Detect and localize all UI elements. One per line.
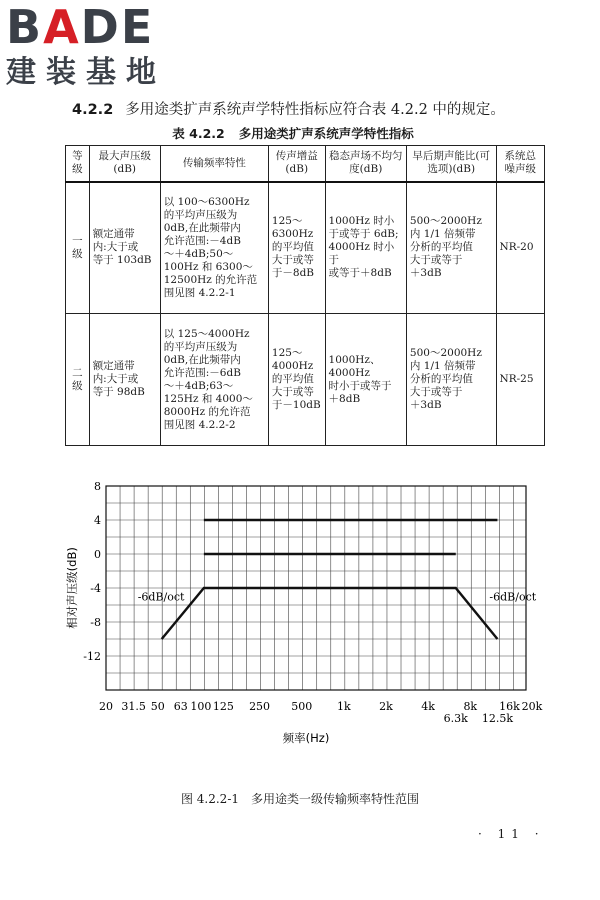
- cell-line: 允许范围:－4dB: [163, 234, 241, 247]
- table-row: [66, 182, 545, 314]
- cell-line: ＋3dB: [409, 399, 442, 411]
- cell-line: 额定通带: [92, 360, 135, 372]
- cell-line: 等于 103dB: [92, 254, 152, 267]
- y-tick-label: -8: [90, 616, 101, 629]
- x-tick-label: 6.3k: [443, 712, 468, 725]
- cell-line: 分析的平均值: [409, 241, 473, 254]
- y-axis-label: 相对声压级(dB): [65, 547, 79, 629]
- slope-annotation: -6dB/oct: [137, 590, 185, 604]
- cell-line: 时小于或等于: [328, 379, 392, 392]
- header-energy-ratio: 早后期声能比(可选项)(dB): [406, 146, 496, 182]
- cell-uniformity: [325, 314, 406, 446]
- cell-line: 内:大于或: [92, 373, 139, 385]
- table-header-row: [66, 146, 545, 182]
- table-caption: 多用途类扩声系统声学特性指标: [238, 126, 414, 141]
- cell-line: 大于或等: [271, 386, 314, 398]
- cell-line: 于－8dB: [271, 267, 315, 280]
- slope-annotation: -6dB/oct: [489, 590, 537, 604]
- y-tick-label: -4: [90, 582, 101, 595]
- header-gain: 传声增益(dB): [268, 146, 325, 182]
- x-tick-label: 20k: [521, 700, 543, 713]
- x-tick-label: 63: [173, 700, 188, 713]
- cell-line: 于或等于 6dB;: [328, 228, 399, 241]
- cell-gain: [268, 182, 325, 314]
- cell-line: 分析的平均值: [409, 373, 473, 385]
- cell-gain: [268, 314, 325, 446]
- cell-line: 围见图 4.2.2-2: [163, 418, 236, 431]
- y-tick-label: 0: [94, 548, 101, 561]
- spec-table: [65, 145, 545, 446]
- table-row: [66, 314, 545, 446]
- y-tick-label: 8: [94, 480, 101, 493]
- cell-freq: [160, 314, 268, 446]
- cell-noise: NR-20: [496, 182, 544, 314]
- cell-line: 围见图 4.2.2-1: [163, 286, 236, 299]
- cell-line: 大于或等于: [409, 254, 463, 267]
- x-tick-label: 2k: [379, 700, 393, 713]
- cell-line: 0dB,在此频带内: [163, 221, 241, 234]
- header-noise: 系统总噪声级: [496, 146, 544, 182]
- table-number: 表 4.2.2: [172, 126, 225, 141]
- x-tick-label: 12.5k: [481, 712, 514, 725]
- clause-text: 多用途类扩声系统声学特性指标应符合表 4.2.2 中的规定。: [125, 102, 505, 118]
- cell-line: 0dB,在此频带内: [163, 353, 241, 366]
- frequency-response-chart: [60, 478, 543, 778]
- cell-line: 100Hz 和 6300～: [163, 260, 253, 273]
- x-tick-label: 250: [249, 700, 271, 713]
- page-number: · 11 ·: [478, 827, 545, 841]
- x-tick-label: 500: [291, 700, 313, 713]
- x-tick-label: 50: [150, 700, 165, 713]
- header-max-spl: 最大声压级(dB): [89, 146, 160, 182]
- logo-chinese-name: 建装基地: [6, 55, 166, 90]
- cell-line: 的平均声压级为: [163, 340, 238, 353]
- cell-line: 额定通带: [92, 228, 135, 241]
- header-grade: 等级: [66, 146, 90, 182]
- x-tick-label: 20: [99, 700, 113, 713]
- cell-ratio: [406, 182, 496, 314]
- cell-line: 1000Hz、4000Hz: [328, 353, 381, 379]
- clause-paragraph: [72, 98, 505, 119]
- cell-line: 级: [72, 379, 83, 392]
- x-axis-label: 频率(Hz): [282, 731, 330, 745]
- logo-wordmark: BADE: [6, 0, 155, 54]
- cell-line: 的平均值: [271, 373, 314, 385]
- y-tick-label: 4: [94, 514, 101, 527]
- x-tick-label: 100: [190, 700, 212, 713]
- cell-line: 的平均声压级为: [163, 208, 238, 221]
- cell-line: 500～2000Hz: [409, 347, 482, 359]
- cell-line: 8000Hz 的允许范: [163, 405, 251, 418]
- series-line: [162, 588, 498, 639]
- cell-line: ＋3dB: [409, 267, 442, 280]
- cell-line: 或等于＋8dB: [328, 267, 392, 280]
- cell-line: 500～2000Hz: [409, 215, 482, 228]
- cell-line: 内 1/1 倍频带: [409, 360, 476, 372]
- cell-line: 125Hz 和 4000～: [163, 392, 253, 405]
- cell-uniformity: [325, 182, 406, 314]
- cell-line: 125～: [271, 215, 303, 228]
- x-tick-label: 8k: [463, 700, 478, 713]
- cell-line: 以 100～6300Hz: [163, 195, 250, 208]
- cell-line: 6300Hz: [271, 228, 314, 241]
- cell-line: 125～: [271, 347, 303, 359]
- cell-line: 的平均值: [271, 241, 314, 254]
- cell-line: 于－10dB: [271, 399, 321, 411]
- cell-line: 4000Hz: [271, 360, 314, 372]
- cell-line: 内:大于或: [92, 241, 139, 254]
- cell-line: ＋8dB: [328, 392, 361, 405]
- cell-spl: [89, 182, 160, 314]
- cell-line: 允许范围:－6dB: [163, 366, 241, 379]
- cell-line: 一: [72, 234, 83, 247]
- cell-grade: [66, 314, 90, 446]
- cell-line: 等于 98dB: [92, 386, 145, 398]
- site-logo: [6, 0, 176, 96]
- cell-line: 级: [72, 247, 83, 260]
- x-tick-label: 31.5: [121, 700, 146, 713]
- cell-line: 大于或等: [271, 254, 314, 267]
- cell-ratio: [406, 314, 496, 446]
- x-tick-label: 1k: [337, 700, 351, 713]
- y-tick-label: -12: [83, 650, 101, 663]
- cell-line: ～＋4dB;63～: [163, 379, 234, 392]
- figure-caption: 图 4.2.2-1 多用途类一级传输频率特性范围: [180, 792, 420, 806]
- cell-line: 12500Hz 的允许范: [163, 273, 258, 286]
- cell-spl: [89, 314, 160, 446]
- cell-line: 内 1/1 倍频带: [409, 228, 476, 241]
- cell-line: 大于或等于: [409, 386, 463, 398]
- cell-noise: NR-25: [496, 314, 544, 446]
- header-freq-response: 传输频率特性: [160, 146, 268, 182]
- x-tick-label: 4k: [421, 700, 435, 713]
- cell-line: 4000Hz 时小于: [328, 241, 395, 267]
- cell-line: 以 125～4000Hz: [163, 327, 250, 340]
- cell-freq: [160, 182, 268, 314]
- x-tick-label: 125: [212, 700, 234, 713]
- cell-line: 1000Hz 时小: [328, 215, 395, 228]
- header-uniformity: 稳态声场不均匀度(dB): [325, 146, 406, 182]
- cell-line: 二: [72, 366, 83, 379]
- clause-number: 4.2.2: [72, 102, 114, 118]
- cell-line: ～＋4dB;50～: [163, 247, 234, 260]
- cell-grade: [66, 182, 90, 314]
- table-title: [0, 124, 600, 142]
- x-tick-label: 16k: [499, 700, 520, 713]
